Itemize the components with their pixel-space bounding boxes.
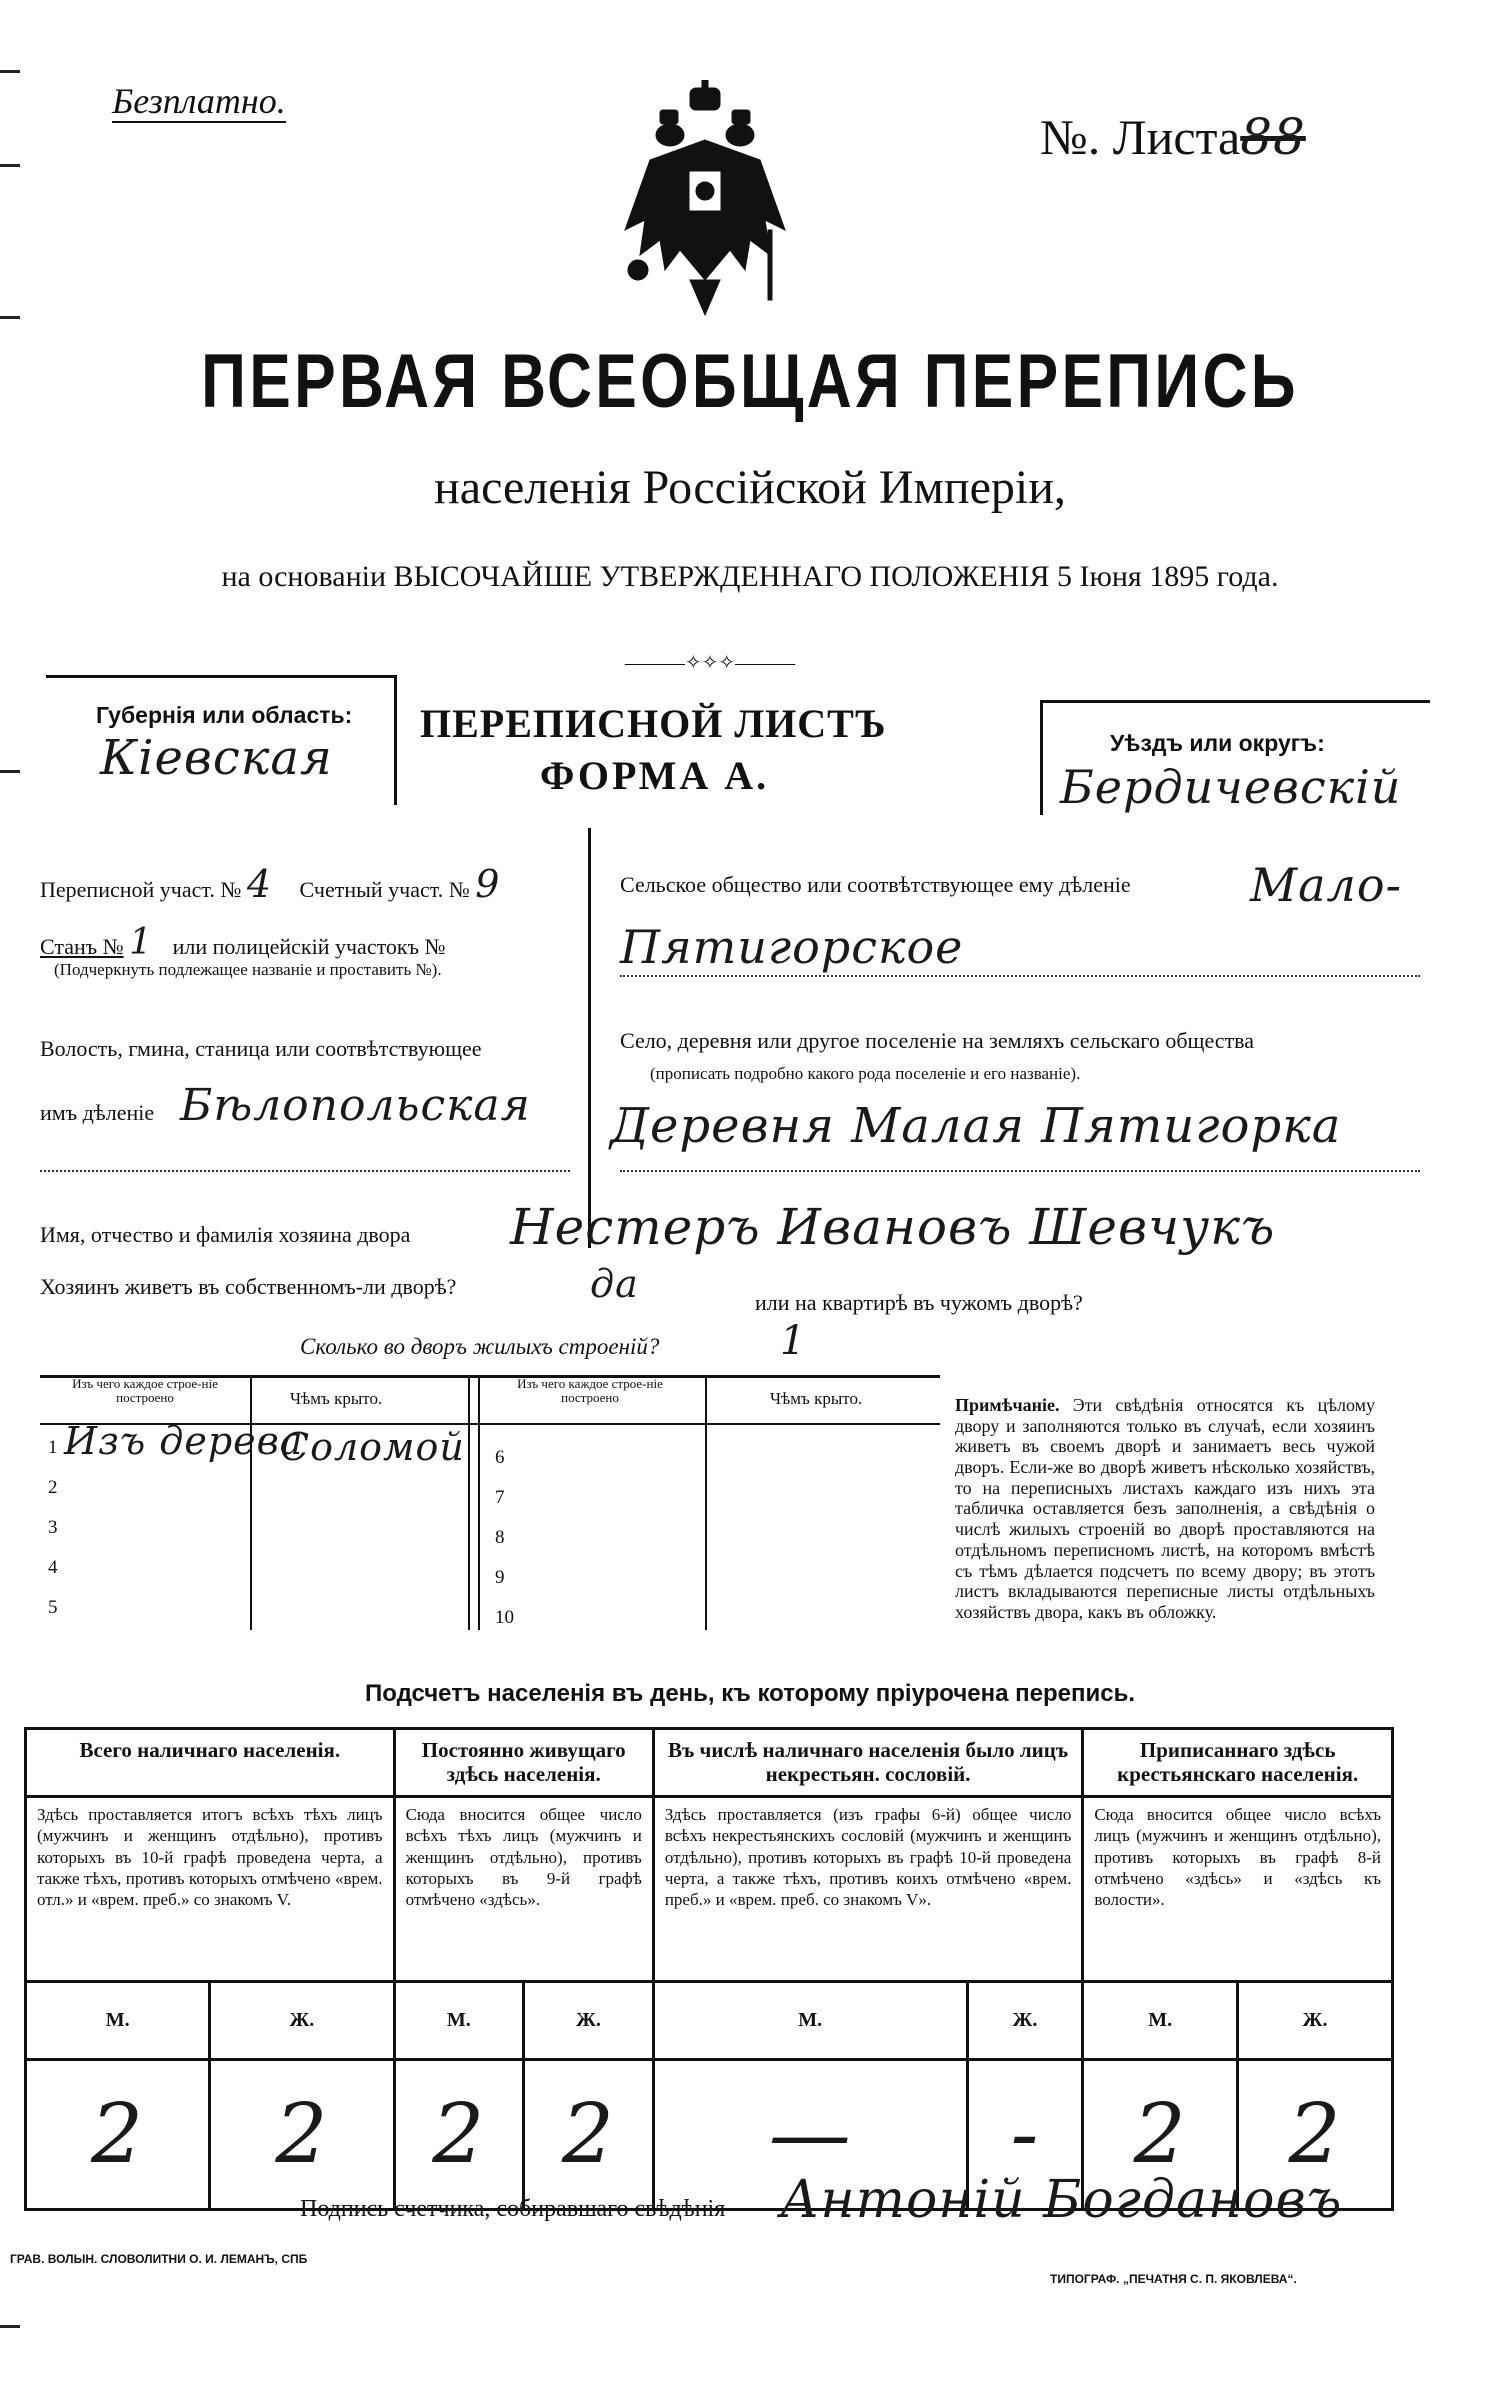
col-material-header: Изъ чего каждое строе-ніе построено [517, 1376, 663, 1406]
population-heading: Подсчетъ населенія въ день, къ которому пріурочена перепись. [365, 1680, 1135, 1707]
male-header: М. [26, 1982, 210, 2060]
pop-col-desc-2: Сюда вносится общее число всѣхъ тѣхъ лицъ (мужчинъ и женщинъ отдѣльно), противъ которыхъ въ 9-й графѣ отмѣчено «здѣсь». [394, 1797, 653, 1982]
header-divider [394, 675, 397, 805]
emblem [620, 80, 790, 320]
buildings-label: Сколько во дворъ жилыхъ строеній? [300, 1334, 660, 1359]
signature-label: Подпись счетчика, собиравшаго свѣдѣнія [300, 2196, 726, 2222]
census-section [40, 862, 500, 906]
form-title: ПЕРЕПИСНОЙ ЛИСТЪ [420, 701, 887, 746]
society-value-1: Мало- [1250, 858, 1403, 912]
female-header: Ж. [524, 1982, 654, 2060]
col-material-header: Изъ чего каждое строе-ніе построено [72, 1376, 218, 1406]
buildings-table [40, 1375, 940, 1630]
table-row-number: 4 [48, 1557, 58, 1578]
census-section-value: 4 [246, 862, 273, 906]
village-label: Село, деревня или другое поселеніе на земляхъ сельскаго общества [620, 1028, 1255, 1053]
pop-col-desc-3: Здѣсь проставляется (изъ графы 6-й) общее число всѣхъ некрестьянскихъ сословій (мужчинъ и женщинъ отдѣльно), противъ которыхъ въ графѣ 10-й проведена черта, а также тѣхъ, противъ коихъ отмѣчено «врем. преб.» и «врем. преб. со знакомъ V». [653, 1797, 1083, 1982]
society-value-2: Пятигорское [620, 920, 964, 974]
table-row-number: 5 [48, 1597, 58, 1618]
col-roof-header: Чѣмъ крыто. [770, 1389, 863, 1408]
pop-value-female: - [967, 2060, 1083, 2210]
note-block [955, 1395, 1375, 1623]
printer-right: ТИПОГРАФ. „ПЕЧАТНЯ С. П. ЯКОВЛЕВА“. [1050, 2272, 1297, 2286]
header-divider [1040, 700, 1043, 815]
stan-value: 1 [129, 922, 154, 963]
census-title: ПЕРВАЯ ВСЕОБЩАЯ ПЕРЕПИСЬ [201, 339, 1299, 424]
sheet-number: №. Листа88 [1040, 108, 1306, 166]
sheet-number-value: 88 [1240, 108, 1306, 166]
male-header: М. [1083, 1982, 1238, 2060]
province-value: Кіевская [100, 730, 333, 786]
free-label: Безплатно. [112, 81, 286, 121]
male-header: М. [653, 1982, 967, 2060]
village-note: (прописать подробно какого рода поселеніе и его названіе). [650, 1064, 1081, 1083]
stan-label: Станъ № [40, 934, 124, 959]
margin-mark [0, 770, 20, 773]
district-label: Уѣздъ или округъ: [1110, 730, 1325, 756]
owner-name-value: Нестеръ Ивановъ Шевчукъ [510, 1198, 1276, 1256]
pop-col-head-2: Постоянно живущаго здѣсь населенія. [394, 1729, 653, 1797]
table-row-number: 8 [495, 1527, 505, 1548]
row-roof-value: Соломой [280, 1425, 465, 1469]
pop-value-male: 2 [1083, 2060, 1238, 2210]
census-section-label: Переписной участ. № [40, 877, 242, 902]
table-row-number: 3 [48, 1517, 58, 1538]
table-rule [250, 1375, 252, 1630]
village-value: Деревня Малая Пятигорка [610, 1098, 1342, 1154]
header-rule [1040, 700, 1430, 703]
count-section-label: Счетный участ. № [299, 877, 470, 902]
district-value: Бердичевскій [1060, 760, 1402, 814]
margin-mark [0, 164, 20, 167]
printer-left: ГРАВ. ВОЛЫН. СЛОВОЛИТНИ О. И. ЛЕМАНЪ, СПБ [10, 2252, 308, 2266]
pop-col-head-4: Приписаннаго здѣсь крестьянскаго населенія. [1083, 1729, 1393, 1797]
pop-col-head-3: Въ числѣ наличнаго населенія было лицъ некрестьян. сословій. [653, 1729, 1083, 1797]
dotted-line [40, 1170, 570, 1172]
own-yard-label: Хозяинъ живетъ въ собственномъ-ли дворѣ? [40, 1274, 457, 1299]
pop-col-head-1: Всего наличнаго населенія. [26, 1729, 395, 1797]
ornament-divider: ———✧✧✧——— [624, 652, 796, 674]
female-header: Ж. [967, 1982, 1083, 2060]
province-label: Губернія или область: [96, 702, 353, 728]
signature-value: Антоній Богдановъ [780, 2170, 1343, 2230]
pop-col-desc-4: Сюда вносится общее число всѣхъ лицъ (мужчинъ и женщинъ отдѣльно), противъ которыхъ въ графѣ 8-й отмѣчено «здѣсь» и «здѣсь къ волости». [1083, 1797, 1393, 1982]
row-material-value: Изъ дерева [64, 1419, 304, 1463]
table-row-number: 1 [48, 1437, 58, 1458]
dotted-line [620, 1170, 1420, 1172]
table-row-number: 10 [495, 1607, 514, 1628]
pop-value-female: 2 [210, 2060, 394, 2210]
table-row-number: 7 [495, 1487, 505, 1508]
census-basis: на основаніи ВЫСОЧАЙШЕ УТВЕРЖДЕННАГО ПОЛОЖЕНІЯ 5 Іюня 1895 года. [221, 560, 1279, 593]
police-label: или полицейскій участокъ № [172, 934, 446, 959]
margin-mark [0, 316, 20, 319]
pop-value-female: 2 [524, 2060, 654, 2210]
stan-line [40, 922, 445, 963]
margin-mark [0, 2325, 20, 2328]
male-header: М. [394, 1982, 524, 2060]
pop-value-male: 2 [26, 2060, 210, 2210]
female-header: Ж. [1238, 1982, 1393, 2060]
header-rule [46, 675, 394, 678]
volost-value: Бѣлопольская [180, 1080, 531, 1131]
census-subtitle: населенія Россійской Имперіи, [434, 461, 1066, 514]
rent-label: или на квартирѣ въ чужомъ дворѣ? [755, 1290, 1083, 1315]
pop-col-desc-1: Здѣсь проставляется итогъ всѣхъ тѣхъ лицъ (мужчинъ и женщинъ отдѣльно), противъ которыхъ въ 10-й графѣ проведена черта, а также тѣхъ, противъ которыхъ отмѣчено «врем. отл.» и «врем. преб.» со знакомъ V. [26, 1797, 395, 1982]
table-rule [468, 1375, 470, 1630]
section-divider [588, 828, 591, 1248]
double-headed-eagle-icon [620, 80, 790, 320]
table-row-number: 6 [495, 1447, 505, 1468]
pop-value-male: — [653, 2060, 967, 2210]
underline-note: (Подчеркнуть подлежащее названіе и проставить №). [54, 960, 442, 979]
col-roof-header: Чѣмъ крыто. [290, 1389, 383, 1408]
pop-value-male: 2 [394, 2060, 524, 2210]
table-rule [705, 1375, 707, 1630]
count-section-value: 9 [475, 862, 501, 906]
volost-label-2: имъ дѣленіе [40, 1100, 155, 1125]
buildings-value: 1 [780, 1318, 807, 1364]
pop-value-female: 2 [1238, 2060, 1393, 2210]
society-label: Сельское общество или соотвѣтствующее ему дѣленіе [620, 872, 1131, 897]
margin-mark [0, 70, 20, 73]
table-rule [478, 1375, 480, 1630]
form-subtitle: ФОРМА А. [540, 753, 770, 798]
female-header: Ж. [210, 1982, 394, 2060]
note-text: Эти свѣдѣнія относятся къ цѣлому двору и заполняются только въ случаѣ, если хозяинъ живетъ въ своемъ дворѣ и занимаетъ весь чужой дворъ. Если-же во дворѣ живетъ нѣсколько хозяйствъ, то на переписныхъ листахъ каждаго изъ нихъ эта табличка оставляется безъ заполненія, а свѣдѣнія о числѣ жилыхъ строеній во дворѣ проставляются на отдѣльномъ переписномъ листѣ, на которомъ вмѣстѣ съ тѣмъ дѣлается подсчетъ по всему двору; въ этотъ листъ вкладываются переписные листы отдѣльныхъ хозяйствъ двора, какъ въ обложку. [955, 1395, 1376, 1622]
note-head: Примѣчаніе. [955, 1395, 1060, 1415]
table-row-number: 9 [495, 1567, 505, 1588]
dotted-line [620, 975, 1420, 977]
owner-name-label: Имя, отчество и фамилія хозяина двора [40, 1222, 411, 1247]
own-yard-value: да [590, 1262, 639, 1306]
volost-label: Волость, гмина, станица или соотвѣтствующее [40, 1036, 482, 1061]
population-table [24, 1727, 1394, 2211]
table-row-number: 2 [48, 1477, 58, 1498]
